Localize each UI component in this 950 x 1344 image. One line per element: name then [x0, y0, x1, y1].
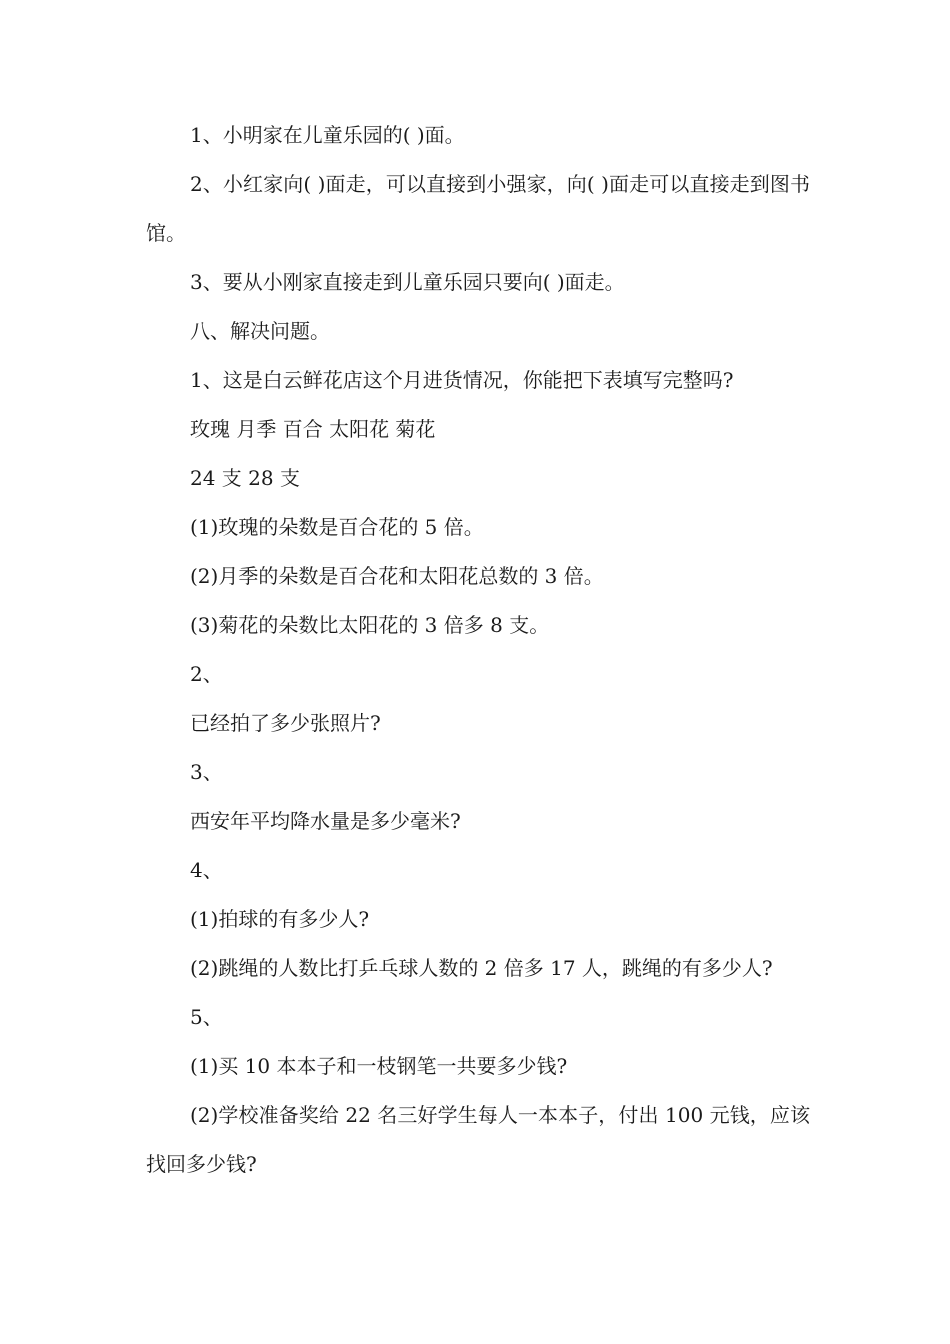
- paragraph-problem-3-number: 3、: [190, 760, 223, 784]
- paragraph-problem-4-part-1: (1)拍球的有多少人?: [190, 907, 370, 931]
- paragraph-problem-1-part-3: (3)菊花的朵数比太阳花的 3 倍多 8 支。: [190, 613, 550, 637]
- paragraph-flower-counts: 24 支 28 支: [190, 466, 300, 490]
- paragraph-problem-2-number: 2、: [190, 662, 223, 686]
- section-heading-solve-problems: 八、解决问题。: [190, 319, 330, 343]
- paragraph-problem-1-intro: 1、这是白云鲜花店这个月进货情况，你能把下表填写完整吗?: [190, 368, 734, 392]
- paragraph-direction-q2: 2、小红家向( )面走，可以直接到小强家，向( )面走可以直接走到图书馆。: [146, 172, 810, 245]
- paragraph-flower-names: 玫瑰 月季 百合 太阳花 菊花: [190, 417, 436, 441]
- paragraph-problem-5-part-2: (2)学校准备奖给 22 名三好学生每人一本本子，付出 100 元钱，应该找回多少钱?: [146, 1103, 810, 1176]
- paragraph-problem-2-question: 已经拍了多少张照片?: [190, 711, 381, 735]
- paragraph-problem-5-part-1: (1)买 10 本本子和一枝钢笔一共要多少钱?: [190, 1054, 568, 1078]
- paragraph-problem-4-number: 4、: [190, 858, 223, 882]
- paragraph-problem-3-question: 西安年平均降水量是多少毫米?: [190, 809, 461, 833]
- paragraph-problem-5-number: 5、: [190, 1005, 223, 1029]
- paragraph-problem-4-part-2: (2)跳绳的人数比打乒乓球人数的 2 倍多 17 人，跳绳的有多少人?: [190, 956, 773, 980]
- paragraph-problem-1-part-1: (1)玫瑰的朵数是百合花的 5 倍。: [190, 515, 484, 539]
- document-body: [146, 111, 810, 1189]
- paragraph-direction-q3: 3、要从小刚家直接走到儿童乐园只要向( )面走。: [190, 270, 625, 294]
- paragraph-problem-1-part-2: (2)月季的朵数是百合花和太阳花总数的 3 倍。: [190, 564, 604, 588]
- paragraph-direction-q1: 1、小明家在儿童乐园的( )面。: [190, 123, 465, 147]
